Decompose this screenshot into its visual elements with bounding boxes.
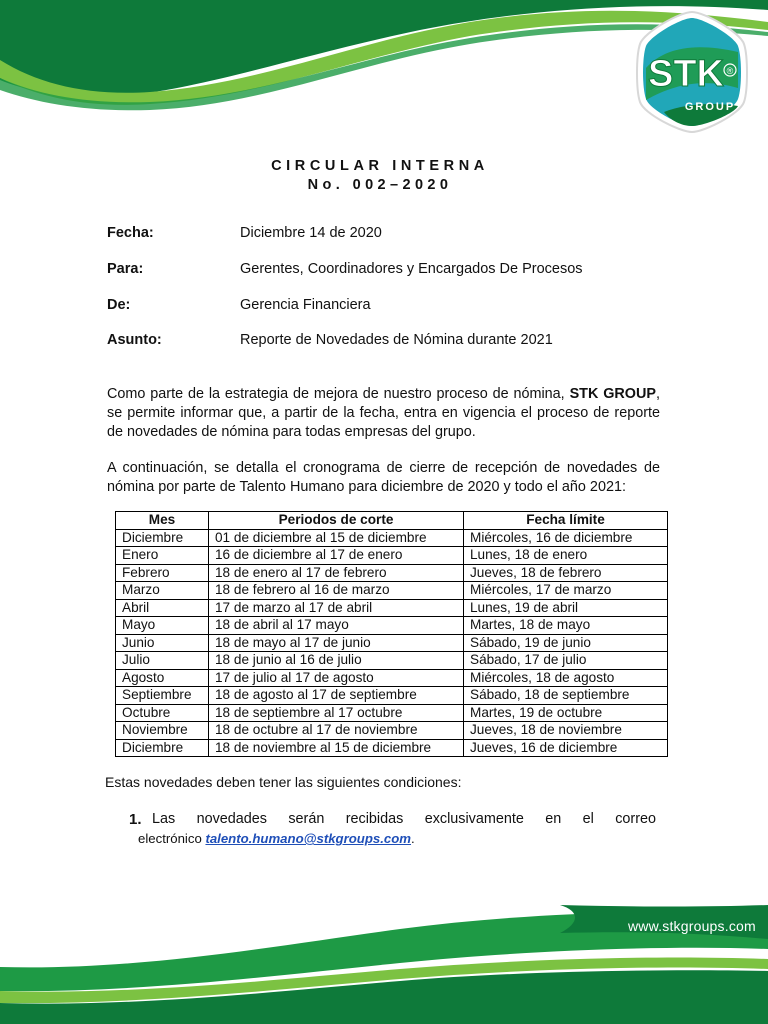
table-row — [116, 529, 668, 547]
cell-mes: Abril — [116, 599, 209, 617]
cell-fecha-limite: Jueves, 18 de febrero — [464, 564, 668, 582]
condition-line-1: Las novedades serán recibidas exclusivamente en el correo — [152, 811, 656, 827]
stk-group-logo — [634, 8, 750, 136]
cell-periodo: 18 de mayo al 17 de junio — [209, 634, 464, 652]
cell-fecha-limite: Sábado, 19 de junio — [464, 634, 668, 652]
email-link[interactable]: talento.humano@stkgroups.com — [205, 831, 412, 846]
cell-mes: Mayo — [116, 617, 209, 635]
cell-mes: Agosto — [116, 669, 209, 687]
table-row — [116, 547, 668, 565]
cell-periodo: 18 de junio al 16 de julio — [209, 652, 464, 670]
header-fecha-limite: Fecha límite — [464, 512, 668, 530]
meta-label: Para: — [107, 261, 144, 277]
cell-periodo: 17 de julio al 17 de agosto — [209, 669, 464, 687]
cell-fecha-limite: Martes, 19 de octubre — [464, 704, 668, 722]
schedule-table — [115, 511, 668, 757]
cell-mes: Diciembre — [116, 529, 209, 547]
logo-registered: ® — [726, 66, 734, 76]
header-mes: Mes — [116, 512, 209, 530]
cell-mes: Enero — [116, 547, 209, 565]
cell-mes: Marzo — [116, 582, 209, 600]
schedule-intro-paragraph: A continuación, se detalla el cronograma de cierre de recepción de novedades de nómina por parte de Talento Humano para diciembre de 2020 y todo el año 2021: — [107, 460, 660, 495]
circular-number: No. 002–2020 — [307, 177, 453, 193]
header-periodos: Periodos de corte — [209, 512, 464, 530]
cell-fecha-limite: Sábado, 17 de julio — [464, 652, 668, 670]
cell-mes: Febrero — [116, 564, 209, 582]
table-row — [116, 582, 668, 600]
cell-periodo: 18 de octubre al 17 de noviembre — [209, 722, 464, 740]
cell-mes: Octubre — [116, 704, 209, 722]
table-row — [116, 599, 668, 617]
conditions-intro: Estas novedades deben tener las siguientes condiciones: — [105, 774, 462, 790]
logo-subtext: GROUP — [684, 101, 736, 113]
cell-fecha-limite: Sábado, 18 de septiembre — [464, 687, 668, 705]
condition-number: 1. — [129, 811, 142, 828]
table-row — [116, 669, 668, 687]
cell-periodo: 17 de marzo al 17 de abril — [209, 599, 464, 617]
table-row — [116, 564, 668, 582]
cell-fecha-limite: Lunes, 19 de abril — [464, 599, 668, 617]
circular-title: CIRCULAR INTERNA — [271, 158, 489, 174]
table-row — [116, 704, 668, 722]
cell-fecha-limite: Miércoles, 16 de diciembre — [464, 529, 668, 547]
cell-fecha-limite: Lunes, 18 de enero — [464, 547, 668, 565]
table-row — [116, 722, 668, 740]
meta-value: Gerencia Financiera — [240, 297, 371, 313]
cell-fecha-limite: Miércoles, 17 de marzo — [464, 582, 668, 600]
table-row — [116, 652, 668, 670]
intro-text-before: Como parte de la estrategia de mejora de nuestro proceso de nómina, — [107, 386, 565, 402]
intro-paragraph — [107, 385, 660, 442]
meta-label: Asunto: — [107, 332, 162, 348]
cell-mes: Noviembre — [116, 722, 209, 740]
table-row — [116, 634, 668, 652]
cell-periodo: 18 de febrero al 16 de marzo — [209, 582, 464, 600]
table-row — [116, 617, 668, 635]
cell-periodo: 18 de enero al 17 de febrero — [209, 564, 464, 582]
cell-mes: Julio — [116, 652, 209, 670]
condition-line-2-end: . — [411, 831, 415, 846]
table-header-row — [116, 512, 668, 530]
cell-periodo: 18 de abril al 17 mayo — [209, 617, 464, 635]
meta-label: Fecha: — [107, 225, 154, 241]
meta-value: Reporte de Novedades de Nómina durante 2021 — [240, 332, 553, 348]
condition-line-2-text: electrónico — [138, 831, 202, 846]
cell-mes: Junio — [116, 634, 209, 652]
cell-periodo: 16 de diciembre al 17 de enero — [209, 547, 464, 565]
cell-periodo: 18 de septiembre al 17 octubre — [209, 704, 464, 722]
footer-website: www.stkgroups.com — [628, 918, 756, 934]
condition-line-2 — [138, 831, 415, 846]
meta-value: Diciembre 14 de 2020 — [240, 225, 382, 241]
intro-text-after: , se permite informar que, a partir de la fecha, entra en vigencia el proceso de reporte de novedades de nómina para todas empresas del grupo. — [107, 386, 660, 440]
cell-periodo: 18 de agosto al 17 de septiembre — [209, 687, 464, 705]
cell-fecha-limite: Martes, 18 de mayo — [464, 617, 668, 635]
table-row — [116, 739, 668, 757]
table-row — [116, 687, 668, 705]
cell-periodo: 01 de diciembre al 15 de diciembre — [209, 529, 464, 547]
cell-fecha-limite: Jueves, 16 de diciembre — [464, 739, 668, 757]
logo-text: STK — [648, 53, 724, 95]
cell-mes: Septiembre — [116, 687, 209, 705]
intro-company-name: STK GROUP — [569, 386, 656, 402]
cell-fecha-limite: Miércoles, 18 de agosto — [464, 669, 668, 687]
meta-label: De: — [107, 297, 131, 313]
cell-fecha-limite: Jueves, 18 de noviembre — [464, 722, 668, 740]
cell-periodo: 18 de noviembre al 15 de diciembre — [209, 739, 464, 757]
cell-mes: Diciembre — [116, 739, 209, 757]
meta-value: Gerentes, Coordinadores y Encargados De Procesos — [240, 261, 583, 277]
